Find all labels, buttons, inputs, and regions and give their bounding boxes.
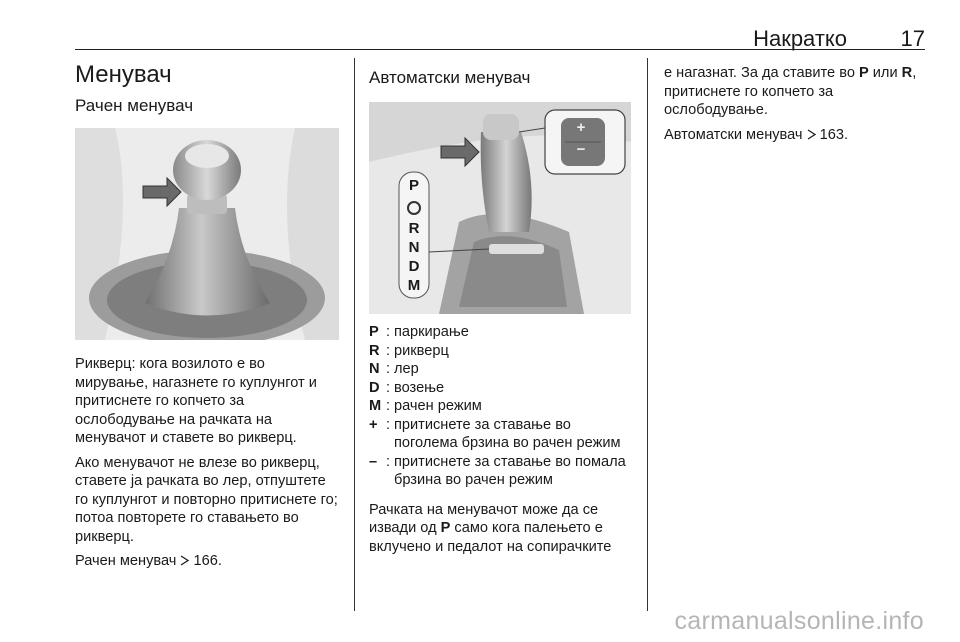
manual-gearshift-illustration bbox=[75, 128, 339, 340]
column-automatic-transmission bbox=[369, 58, 631, 556]
gate-label-p: P bbox=[408, 177, 419, 194]
gate-label-d: D bbox=[408, 258, 420, 275]
page-header bbox=[75, 26, 925, 50]
column-manual-transmission bbox=[75, 58, 339, 571]
gate-label-n: N bbox=[408, 239, 420, 256]
minus-button-label: − bbox=[576, 141, 586, 158]
cross-reference-manual[interactable]: Рачен менувач 166. bbox=[75, 553, 222, 569]
subsection-heading-manual: Рачен менувач bbox=[75, 96, 194, 115]
header-divider bbox=[75, 49, 925, 50]
subsection-heading-automatic: Автоматски менувач bbox=[369, 68, 531, 87]
definition-row: D : возење bbox=[369, 379, 445, 396]
watermark: carmanualsonline.info bbox=[674, 607, 924, 635]
definition-row: + : притиснете за ставање во поголема брзина во рачен режим bbox=[369, 416, 621, 451]
column-divider-1 bbox=[354, 58, 355, 611]
definition-row: P : паркирање bbox=[369, 324, 469, 340]
gate-label-m: M bbox=[407, 277, 421, 294]
reference-arrow-icon bbox=[807, 129, 816, 140]
definition-row: – : притиснете за ставање во помала брзина во рачен режим bbox=[369, 453, 626, 488]
column-continuation bbox=[664, 58, 926, 144]
column-divider-2 bbox=[647, 58, 648, 611]
definition-row: R : рикверц bbox=[369, 342, 449, 359]
gear-definitions-list bbox=[369, 323, 631, 490]
paragraph-release-button: е нагазнат. За да ставите во P или R, притиснете го копчето за ослободување. bbox=[664, 65, 917, 118]
automatic-selector-illustration bbox=[369, 102, 631, 314]
definition-row: M : рачен режим bbox=[369, 398, 482, 414]
paragraph-lever-removal: Рачката на менувачот може да се извади од P само кога палењето е вклучено и педалот на сопирачките bbox=[369, 501, 612, 555]
header-title: Накратко bbox=[753, 26, 847, 51]
definition-row: N : лер bbox=[369, 361, 419, 377]
page-number: 17 bbox=[900, 26, 925, 51]
reference-arrow-icon bbox=[180, 555, 189, 566]
plus-button-label: + bbox=[576, 119, 586, 136]
section-heading: Менувач bbox=[75, 61, 172, 88]
paragraph-reverse-instructions: Рикверц: кога возилото е во мирување, нагазнете го куплунгот и притиснете го копчето за ослободување на рачката на менувачот и ставете во рикверц. bbox=[75, 356, 317, 446]
cross-reference-automatic[interactable]: Автоматски менувач 163. bbox=[664, 126, 849, 143]
paragraph-reverse-retry: Ако менувачот не влезе во рикверц, ставете ја рачката во лер, отпуштете го куплунгот и повторно притиснете го; потоа повторете го ставањето во рикверц. bbox=[75, 454, 338, 545]
gate-label-r: R bbox=[408, 220, 420, 237]
